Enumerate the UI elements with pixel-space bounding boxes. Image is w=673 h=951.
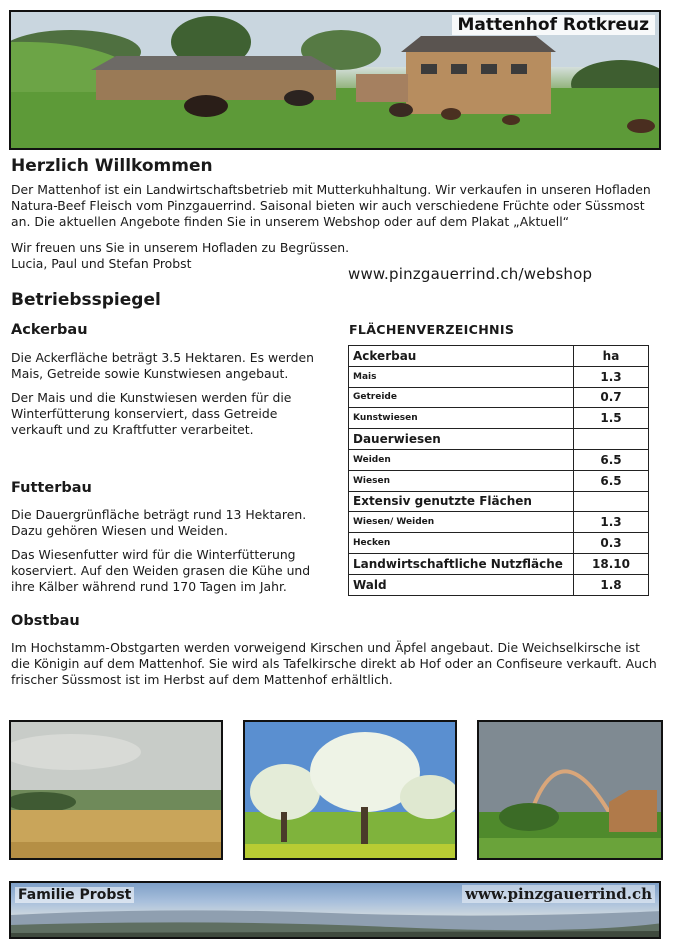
greeting-line-1: Wir freuen uns Sie in unserem Hofladen zu Begrüssen. (11, 240, 350, 255)
flaechen-row (349, 449, 649, 470)
obstbau-paragraph: Im Hochstamm-Obstgarten werden vorweigend Kirschen und Äpfel angebaut. Die Weichselkirsche ist die Königin auf dem Mattenhof. Sie wird als Tafelkirsche direkt ab Hof oder an Confiseure verkauft. Auch frischer Süssmost ist im Herbst auf dem Mattenhof erhältlich. (11, 640, 657, 687)
flaechen-row-label: Wiesen (349, 470, 574, 491)
flaechen-row (349, 574, 649, 595)
futterbau-paragraph-1: Die Dauergrünfläche beträgt rund 13 Hektaren. Dazu gehören Wiesen und Weiden. (11, 507, 307, 538)
obstbau-title: Obstbau (11, 613, 80, 629)
flaechen-row (349, 366, 649, 387)
flaechen-row-label: Ackerbau (349, 346, 574, 367)
flaechen-row-value: 0.3 (574, 533, 649, 554)
orchard-image (245, 722, 455, 858)
futterbau-paragraph-2: Das Wiesenfutter wird für die Winterfütterung koserviert. Auf den Weiden grasen die Kühe und ihre Kälber während rund 170 Tagen im Jahr. (11, 547, 311, 594)
flaechen-row-label: Dauerwiesen (349, 429, 574, 450)
rainbow-image (479, 722, 661, 858)
flaechen-row-value: 6.5 (574, 470, 649, 491)
welcome-title: Herzlich Willkommen (11, 156, 213, 176)
flaechen-row-label: Wald (349, 574, 574, 595)
ackerbau-title: Ackerbau (11, 322, 88, 338)
wheat-field-image (11, 722, 221, 858)
photo-rainbow-house (477, 720, 663, 860)
flaechen-row-value: 6.5 (574, 449, 649, 470)
footer-website-link[interactable]: www.pinzgauerrind.ch (462, 885, 655, 903)
flaechen-row (349, 387, 649, 408)
welcome-intro: Der Mattenhof ist ein Landwirtschaftsbetrieb mit Mutterkuhhaltung. Wir verkaufen in unseren Hofladen Natura-Beef Fleisch vom Pinzgauerrind. Saisonal bieten wir auch verschiedene Früchte oder Süssmost an. Die aktuellen Angebote finden Sie in unserem Webshop oder auf dem Plakat „Aktuell“ (11, 182, 651, 229)
flaechen-row-label: Extensiv genutzte Flächen (349, 491, 574, 512)
header-farm-photo (9, 10, 661, 150)
flaechen-row (349, 491, 649, 512)
flaechen-row-value: ha (574, 346, 649, 367)
flaechen-row (349, 346, 649, 367)
flaechen-row-value (574, 491, 649, 512)
flaechen-row-label: Getreide (349, 387, 574, 408)
greeting-signature: Lucia, Paul und Stefan Probst (11, 256, 192, 271)
flaechen-row (349, 408, 649, 429)
flaechen-row-label: Wiesen/ Weiden (349, 512, 574, 533)
flaechen-row-label: Hecken (349, 533, 574, 554)
flaechen-row-label: Kunstwiesen (349, 408, 574, 429)
flaechen-row-label: Landwirtschaftliche Nutzfläche (349, 553, 574, 574)
photo-orchard-blossom (243, 720, 457, 860)
flaechen-row (349, 533, 649, 554)
flaechenverzeichnis-title: FLÄCHENVERZEICHNIS (349, 322, 515, 337)
webshop-link[interactable]: www.pinzgauerrind.ch/webshop (348, 265, 593, 283)
flaechen-row-value (574, 429, 649, 450)
flaechenverzeichnis-table (348, 345, 649, 596)
flaechen-row-value: 18.10 (574, 553, 649, 574)
betriebsspiegel-title: Betriebsspiegel (11, 290, 161, 310)
flaechen-row-value: 1.3 (574, 366, 649, 387)
flaechen-row (349, 470, 649, 491)
flaechen-row (349, 512, 649, 533)
flaechen-row-value: 1.5 (574, 408, 649, 429)
ackerbau-paragraph-2: Der Mais und die Kunstwiesen werden für die Winterfütterung konserviert, dass Getreide verkauft und zu Kraftfutter verarbeitet. (11, 390, 292, 437)
flaechen-row-value: 0.7 (574, 387, 649, 408)
flaechen-row-label: Weiden (349, 449, 574, 470)
flaechen-row (349, 553, 649, 574)
photo-wheat-field (9, 720, 223, 860)
flaechen-row-label: Mais (349, 366, 574, 387)
farm-title: Mattenhof Rotkreuz (452, 15, 655, 35)
flaechen-row (349, 429, 649, 450)
footer-family-name: Familie Probst (15, 887, 134, 903)
ackerbau-paragraph-1: Die Ackerfläche beträgt 3.5 Hektaren. Es werden Mais, Getreide sowie Kunstwiesen angebaut. (11, 350, 314, 381)
futterbau-title: Futterbau (11, 480, 92, 496)
flaechen-row-value: 1.8 (574, 574, 649, 595)
flaechen-row-value: 1.3 (574, 512, 649, 533)
footer-banner (9, 881, 661, 939)
